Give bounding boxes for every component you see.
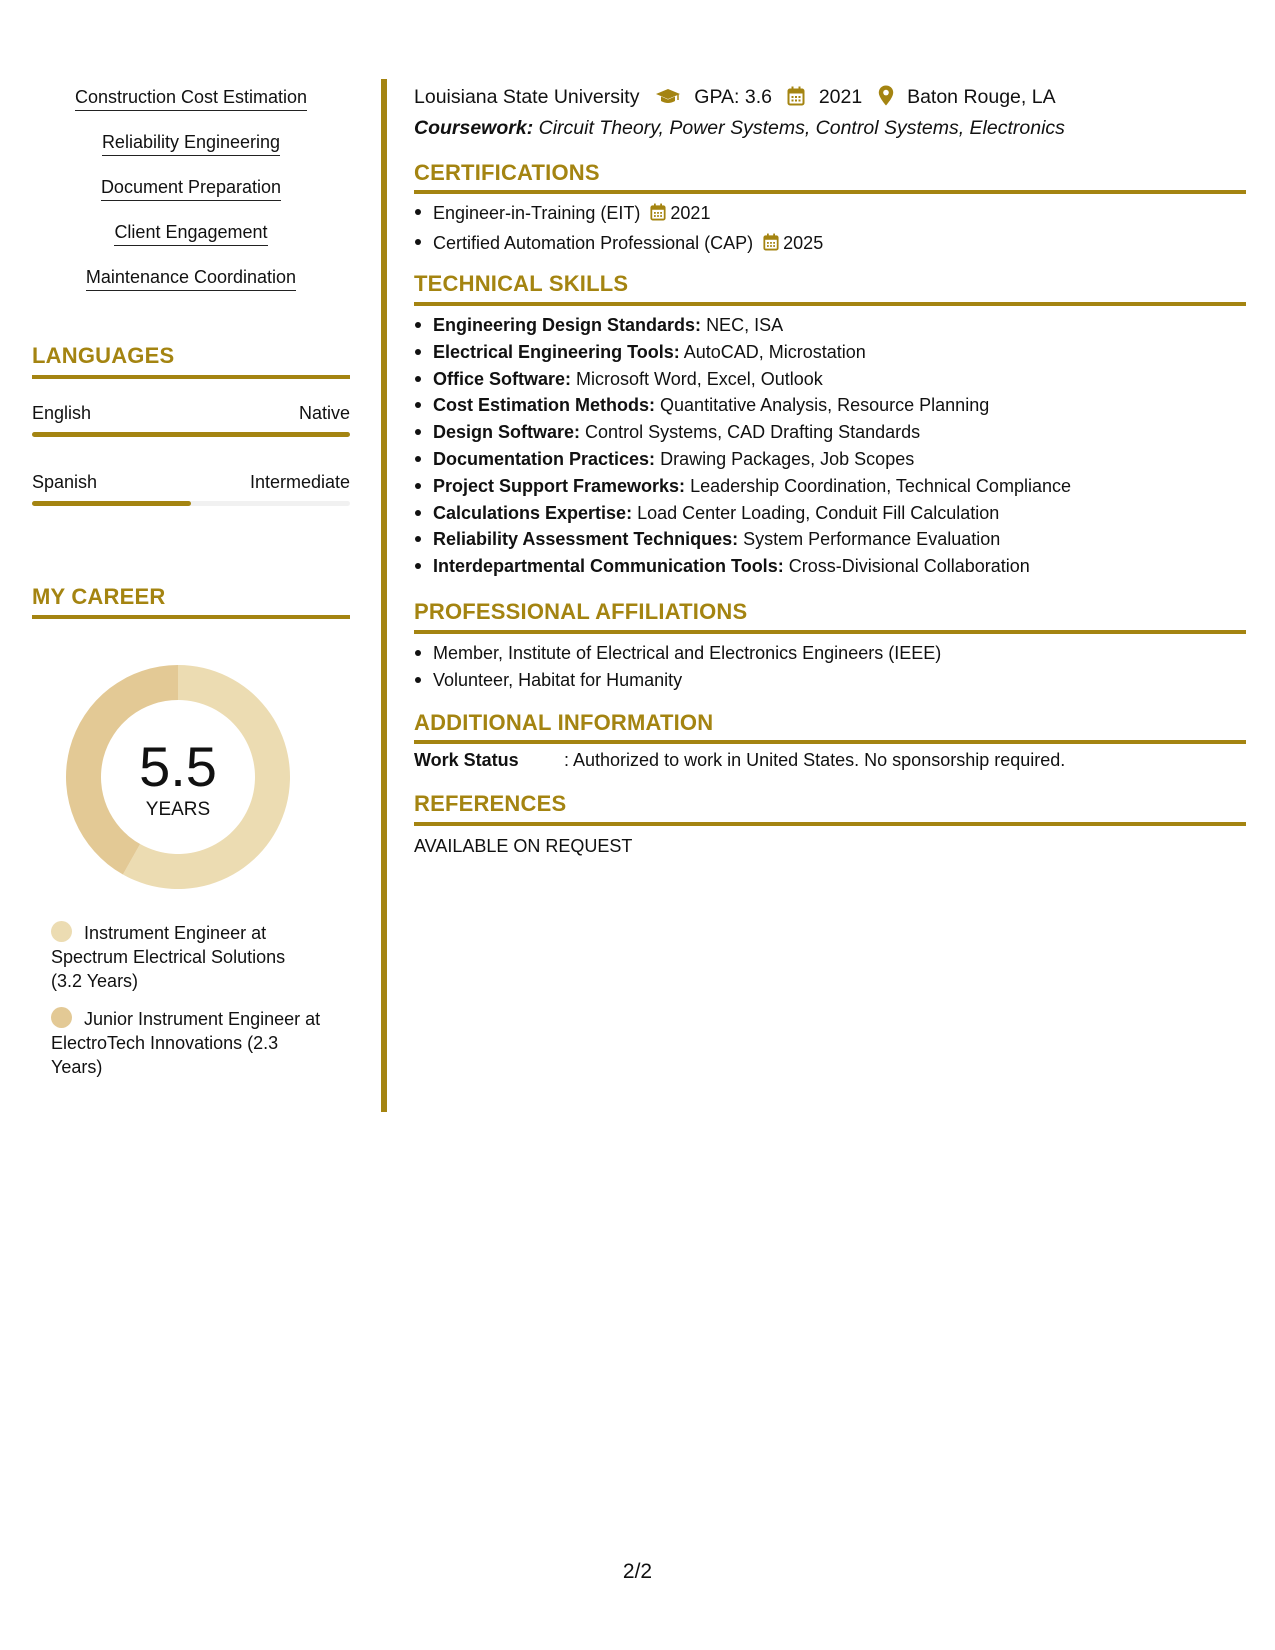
career-legend-item [51, 921, 321, 993]
calendar-icon [650, 201, 666, 229]
education-line [414, 84, 1056, 113]
technical-skills-rule [414, 302, 1246, 306]
legend-dot [51, 1007, 72, 1028]
skill-item: Document Preparation [32, 176, 350, 221]
skill-item: Maintenance Coordination [32, 266, 350, 311]
additional-info-heading: ADDITIONAL INFORMATION [414, 710, 714, 735]
legend-label: Junior Instrument Engineer at ElectroTech Innovations (2.3 Years) [51, 1009, 321, 1077]
certification-item: Engineer-in-Training (EIT) 2021 [414, 199, 1246, 229]
school-name: Louisiana State University [414, 86, 640, 108]
work-status-row [414, 750, 1065, 771]
affiliation-item: Volunteer, Habitat for Humanity [414, 667, 1246, 694]
technical-skill-item: Cost Estimation Methods: Quantitative Analysis, Resource Planning [414, 392, 1246, 419]
certifications-list [414, 199, 1246, 259]
technical-skills-list [414, 312, 1246, 580]
legend-label: Instrument Engineer at Spectrum Electrical Solutions (3.2 Years) [51, 923, 286, 991]
career-donut-chart [66, 665, 290, 889]
language-name: Spanish [32, 472, 98, 492]
references-rule [414, 822, 1246, 826]
technical-skills-heading: TECHNICAL SKILLS [414, 271, 629, 296]
affiliations-heading: PROFESSIONAL AFFILIATIONS [414, 599, 748, 624]
additional-info-rule [414, 740, 1246, 744]
technical-skill-item: Electrical Engineering Tools: AutoCAD, Microstation [414, 339, 1246, 366]
career-total-unit: YEARS [145, 799, 211, 820]
language-bar-english [32, 432, 350, 437]
technical-skill-item: Interdepartmental Communication Tools: Cross-Divisional Collaboration [414, 553, 1246, 580]
language-level: Intermediate [249, 472, 350, 492]
skill-item: Reliability Engineering [32, 131, 350, 176]
language-bar-fill [32, 501, 191, 506]
affiliations-rule [414, 630, 1246, 634]
graduation-year: 2021 [818, 86, 863, 108]
work-status-value: : Authorized to work in United States. No sponsorship required. [564, 750, 1066, 770]
references-text: AVAILABLE ON REQUEST [414, 836, 633, 856]
technical-skill-item: Engineering Design Standards: NEC, ISA [414, 312, 1246, 339]
language-bar-fill [32, 432, 350, 437]
technical-skill-item: Design Software: Control Systems, CAD Drafting Standards [414, 419, 1246, 446]
map-pin-icon [878, 85, 894, 113]
technical-skill-item: Reliability Assessment Techniques: System Performance Evaluation [414, 526, 1246, 553]
graduation-cap-icon [655, 87, 681, 113]
references-heading: REFERENCES [414, 791, 567, 816]
language-level: Native [298, 403, 350, 423]
language-name: English [32, 403, 92, 423]
calendar-icon [763, 231, 779, 259]
languages-heading: LANGUAGES [32, 343, 175, 368]
gpa: GPA: 3.6 [694, 86, 772, 108]
languages-rule [32, 375, 350, 379]
column-divider [381, 79, 387, 1112]
certifications-heading: CERTIFICATIONS [414, 160, 600, 185]
language-bar-spanish [32, 501, 350, 506]
coursework-value: Circuit Theory, Power Systems, Control Systems, Electronics [538, 117, 1065, 139]
technical-skill-item: Calculations Expertise: Load Center Loading, Conduit Fill Calculation [414, 500, 1246, 527]
career-total-years: 5.5 [139, 735, 217, 798]
technical-skill-item: Documentation Practices: Drawing Packages, Job Scopes [414, 446, 1246, 473]
career-rule [32, 615, 350, 619]
affiliations-list [414, 640, 1246, 694]
affiliation-item: Member, Institute of Electrical and Electronics Engineers (IEEE) [414, 640, 1246, 667]
calendar-icon [787, 86, 805, 113]
certifications-rule [414, 190, 1246, 194]
work-status-label: Work Status [414, 750, 519, 770]
page-number: 2/2 [622, 1560, 653, 1583]
technical-skill-item: Project Support Frameworks: Leadership Coordination, Technical Compliance [414, 473, 1246, 500]
skills-list [32, 86, 350, 311]
legend-dot [51, 921, 72, 942]
coursework-label: Coursework: [414, 117, 534, 139]
technical-skill-item: Office Software: Microsoft Word, Excel, Outlook [414, 366, 1246, 393]
certification-item: Certified Automation Professional (CAP) 2025 [414, 229, 1246, 259]
school-location: Baton Rouge, LA [907, 86, 1056, 108]
career-heading: MY CAREER [32, 584, 166, 609]
skill-item: Construction Cost Estimation [32, 86, 350, 131]
coursework-line [414, 115, 1065, 141]
skill-item: Client Engagement [32, 221, 350, 266]
career-legend-item [51, 1007, 321, 1079]
